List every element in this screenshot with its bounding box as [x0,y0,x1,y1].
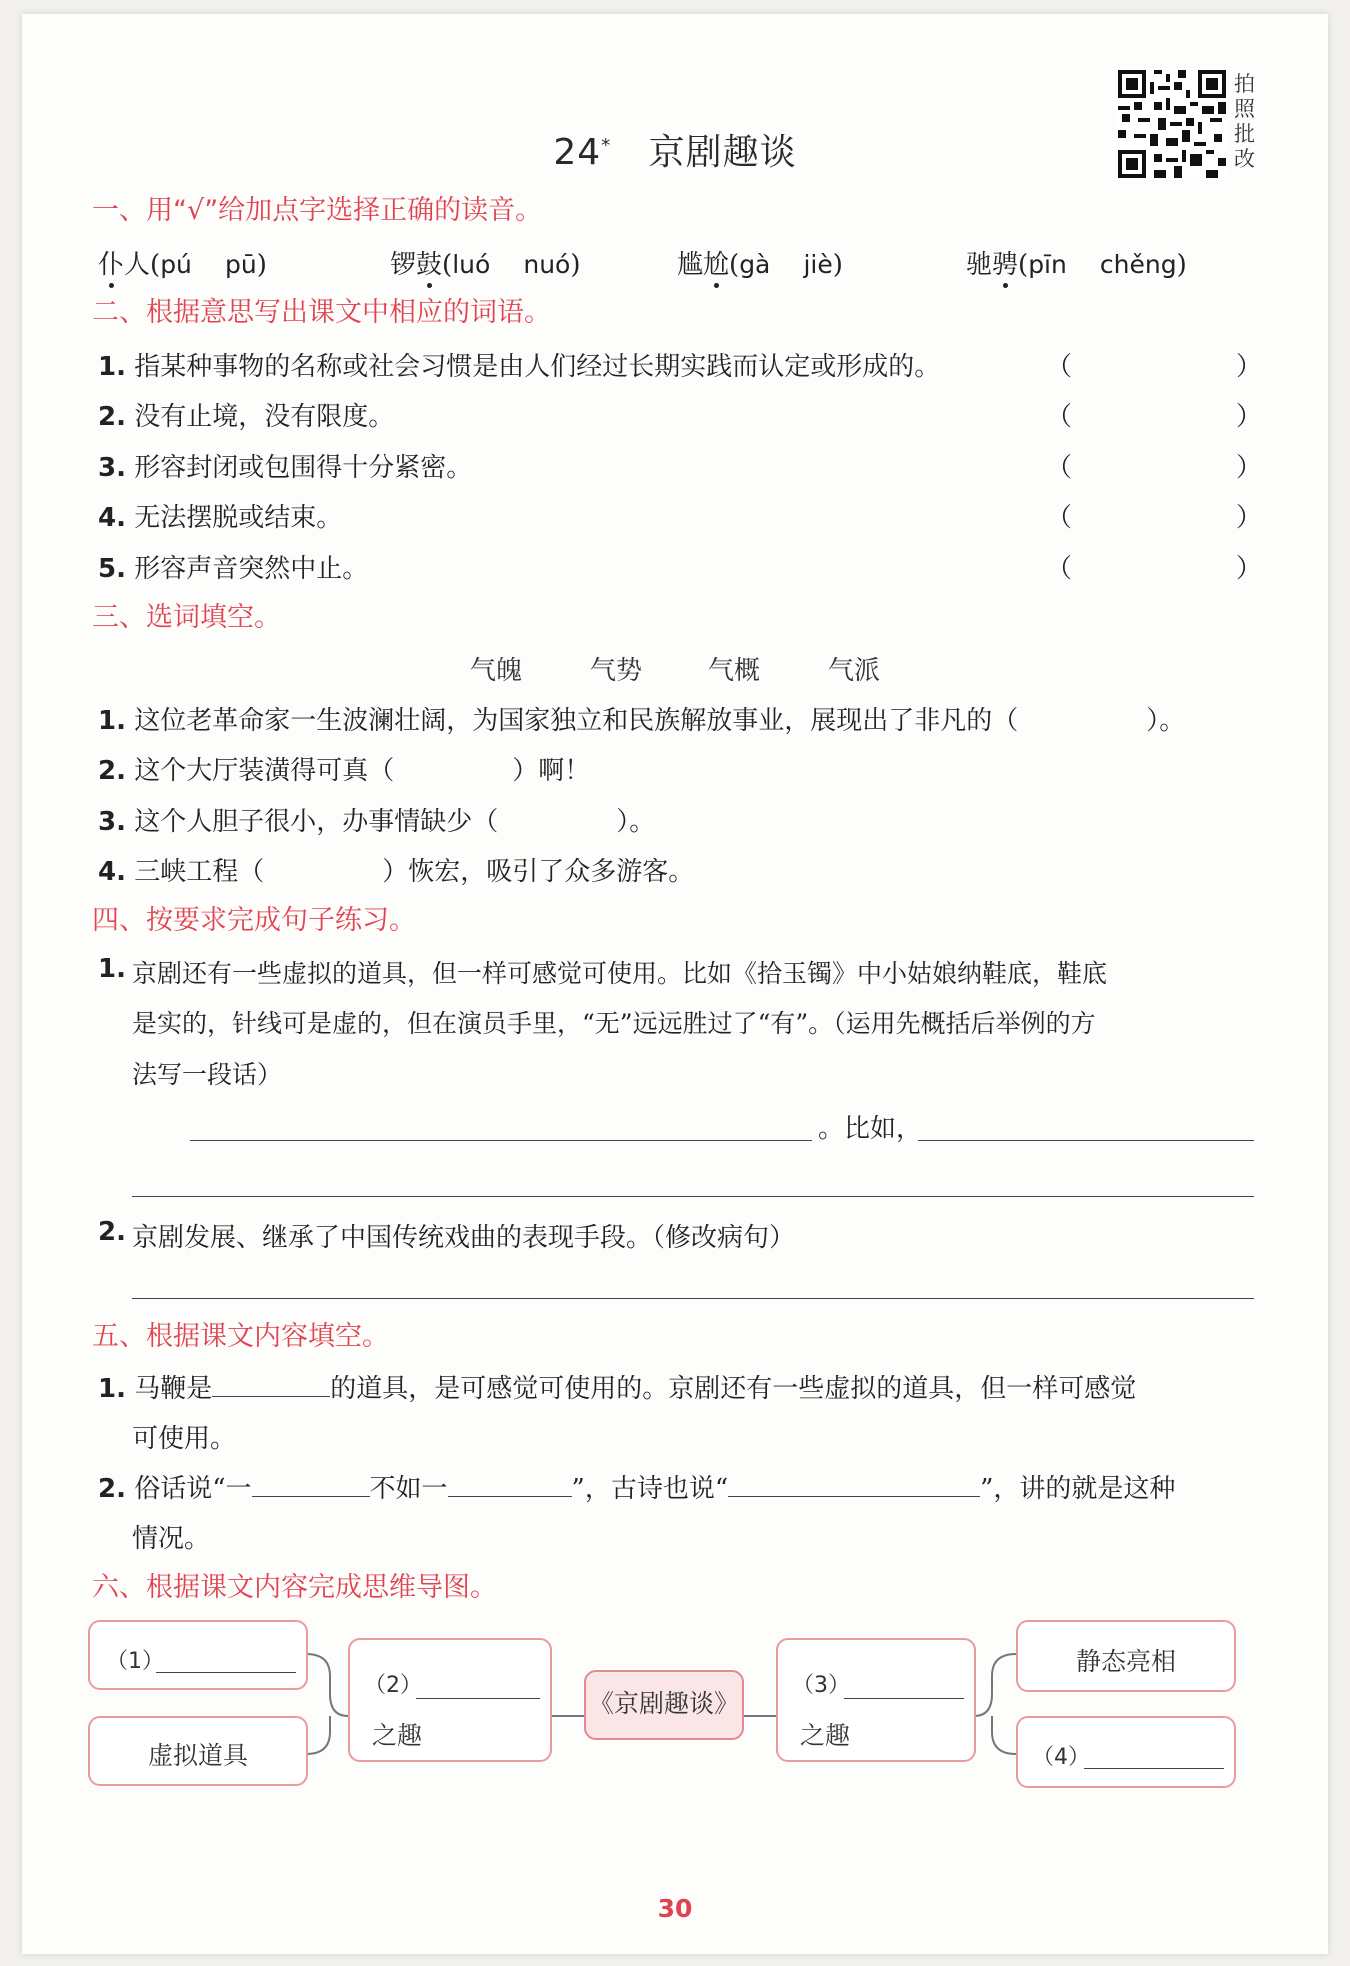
definition-row-4: 4. 无法摆脱或结束。 [98,503,343,533]
mind-map-blank-1[interactable] [156,1672,296,1673]
fill-word-row-3: 3. 这个人胆子很小，办事情缺少（ ）。 [98,807,656,837]
question-5-2-line-1: 2. 俗话说“一 不如一 ”，古诗也说“ ”，讲的就是这种 [98,1474,1176,1504]
lesson-mark: * [601,135,612,156]
definition-row-2: 2. 没有止境，没有限度。 [98,402,395,432]
mind-map-box-virtual-props: 虚拟道具 [88,1716,308,1786]
question-4-1-line-3: 法写一段话） [132,1060,283,1089]
definition-row-1: 1. 指某种事物的名称或社会习惯是由人们经过长期实践而认定或形成的。 [98,352,941,382]
question-5-2-line-2: 情况。 [132,1524,211,1554]
answer-paren-close-4: ） [1236,503,1263,533]
section-2-heading: 二、根据意思写出课文中相应的词语。 [92,297,551,328]
mind-map-box-static-pose: 静态亮相 [1016,1620,1236,1692]
mind-map-blank-3[interactable] [844,1698,964,1699]
mind-map-blank-4[interactable] [1084,1768,1224,1769]
word-option-1: 气魄 [470,656,523,686]
question-4-1-line-2: 是实的，针线可是虚的，但在演员手里，“无”远远胜过了“有”。（运用先概括后举例的方 [132,1009,1096,1038]
page-number: 30 [657,1894,693,1923]
question-5-1-line-2: 可使用。 [132,1424,237,1454]
section-6-heading: 六、根据课文内容完成思维导图。 [92,1572,497,1603]
mind-map-blank-2[interactable] [416,1698,540,1699]
question-4-1-number: 1. [98,954,126,984]
section-3-heading: 三、选词填空。 [92,602,281,633]
answer-paren-close-5: ） [1236,554,1263,584]
definition-row-5: 5. 形容声音突然中止。 [98,554,369,584]
answer-paren-close-3: ） [1236,453,1263,483]
section-4-heading: 四、按要求完成句子练习。 [92,905,416,936]
answer-paren-close-1: ） [1236,352,1263,382]
qr-label: 拍 照 批 改 [1234,72,1255,171]
lesson-title: 京剧趣谈 [648,132,797,173]
definition-row-3: 3. 形容封闭或包围得十分紧密。 [98,453,473,483]
mind-map-box-2: （2） 之趣 [348,1638,552,1762]
question-4-2-text: 京剧发展、继承了中国传统戏曲的表现手段。（修改病句） [132,1223,796,1253]
word-option-4: 气派 [828,656,881,686]
mind-map-box-4: （4） [1016,1716,1236,1788]
fill-word-row-4: 4. 三峡工程（ ）恢宏，吸引了众多游客。 [98,857,695,887]
pinyin-item-4: 驰骋(pīn chěng) [966,250,1187,280]
word-option-3: 气概 [708,656,761,686]
mind-map-box-3: （3） 之趣 [776,1638,976,1762]
lesson-number: 24 [553,132,602,173]
question-5-1-line-1: 1. 马鞭是 的道具，是可感觉可使用的。京剧还有一些虚拟的道具，但一样可感觉 [98,1374,1137,1404]
answer-paren-close-2: ） [1236,402,1263,432]
answer-paren-open-5: （ [1046,554,1073,584]
word-option-2: 气势 [590,656,643,686]
question-4-2-number: 2. [98,1217,126,1247]
pinyin-item-2: 锣鼓(luó nuó) [390,250,581,280]
fill-word-row-1: 1. 这位老革命家一生波澜壮阔，为国家独立和民族解放事业，展现出了非凡的（ ）。 [98,706,1186,736]
mind-map-center: 《京剧趣谈》 [584,1670,744,1740]
section-5-heading: 五、根据课文内容填空。 [92,1321,389,1352]
question-4-1-line-1: 京剧还有一些虚拟的道具，但一样可感觉可使用。比如《拾玉镯》中小姑娘纳鞋底，鞋底 [132,959,1108,988]
answer-paren-open-4: （ [1046,503,1073,533]
example-prompt: 。比如， [818,1114,923,1144]
answer-paren-open-2: （ [1046,402,1073,432]
answer-paren-open-3: （ [1046,453,1073,483]
mind-map-box-1: （1） [88,1620,308,1690]
fill-word-row-2: 2. 这个大厅装潢得可真（ ）啊！ [98,756,591,786]
pinyin-item-1: 仆人(pú pū) [98,250,267,280]
pinyin-item-3: 尴尬(gà jiè) [677,250,843,280]
answer-paren-open-1: （ [1046,352,1073,382]
section-1-heading: 一、用“√”给加点字选择正确的读音。 [92,195,543,226]
